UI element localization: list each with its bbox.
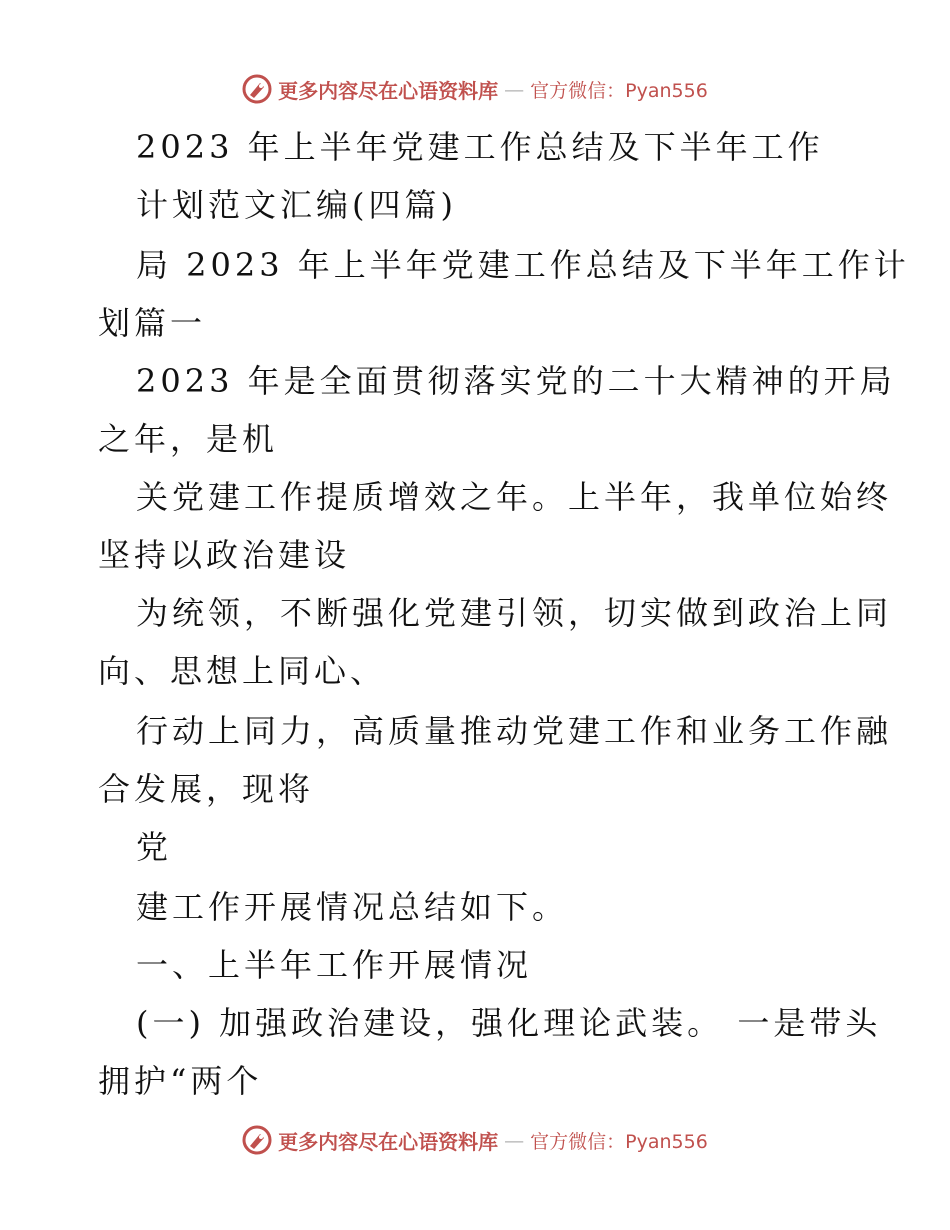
doc-line: 为统领，不断强化党建引领，切实做到政治上同 bbox=[136, 594, 893, 632]
doc-line: 一、上半年工作开展情况 bbox=[136, 946, 533, 984]
pen-nib-logo-icon bbox=[242, 1125, 272, 1155]
doc-line: 建工作开展情况总结如下。 bbox=[136, 888, 569, 926]
doc-line: 向、思想上同心、 bbox=[98, 652, 387, 690]
header-banner bbox=[0, 72, 950, 106]
banner-wechat: 官方微信：Pyan556 bbox=[530, 79, 708, 102]
doc-line: 合发展，现将 bbox=[98, 770, 315, 808]
doc-line: 划篇一 bbox=[98, 304, 207, 342]
doc-line: 拥护“两个 bbox=[98, 1062, 263, 1100]
doc-line: (一) 加强政治建设，强化理论武装。 一是带头 bbox=[136, 1004, 882, 1042]
doc-line: 坚持以政治建设 bbox=[98, 536, 351, 574]
banner-dash: — bbox=[504, 1128, 525, 1152]
doc-line: 之年，是机 bbox=[98, 420, 279, 458]
pen-nib-logo-icon bbox=[242, 74, 272, 104]
doc-line: 2023 年上半年党建工作总结及下半年工作 bbox=[136, 128, 824, 166]
doc-line: 关党建工作提质增效之年。上半年，我单位始终 bbox=[136, 478, 893, 516]
doc-line: 2023 年是全面贯彻落实党的二十大精神的开局 bbox=[136, 362, 896, 400]
doc-line: 局 2023 年上半年党建工作总结及下半年工作计 bbox=[136, 246, 910, 284]
doc-line: 党 bbox=[136, 828, 173, 866]
banner-dash: — bbox=[504, 77, 525, 101]
doc-line: 计划范文汇编(四篇) bbox=[136, 186, 457, 224]
banner-title: 更多内容尽在心语资料库 bbox=[278, 78, 499, 103]
footer-banner bbox=[0, 1123, 950, 1157]
banner-wechat: 官方微信：Pyan556 bbox=[530, 1130, 708, 1153]
banner-title: 更多内容尽在心语资料库 bbox=[278, 1129, 499, 1154]
doc-line: 行动上同力，高质量推动党建工作和业务工作融 bbox=[136, 712, 893, 750]
